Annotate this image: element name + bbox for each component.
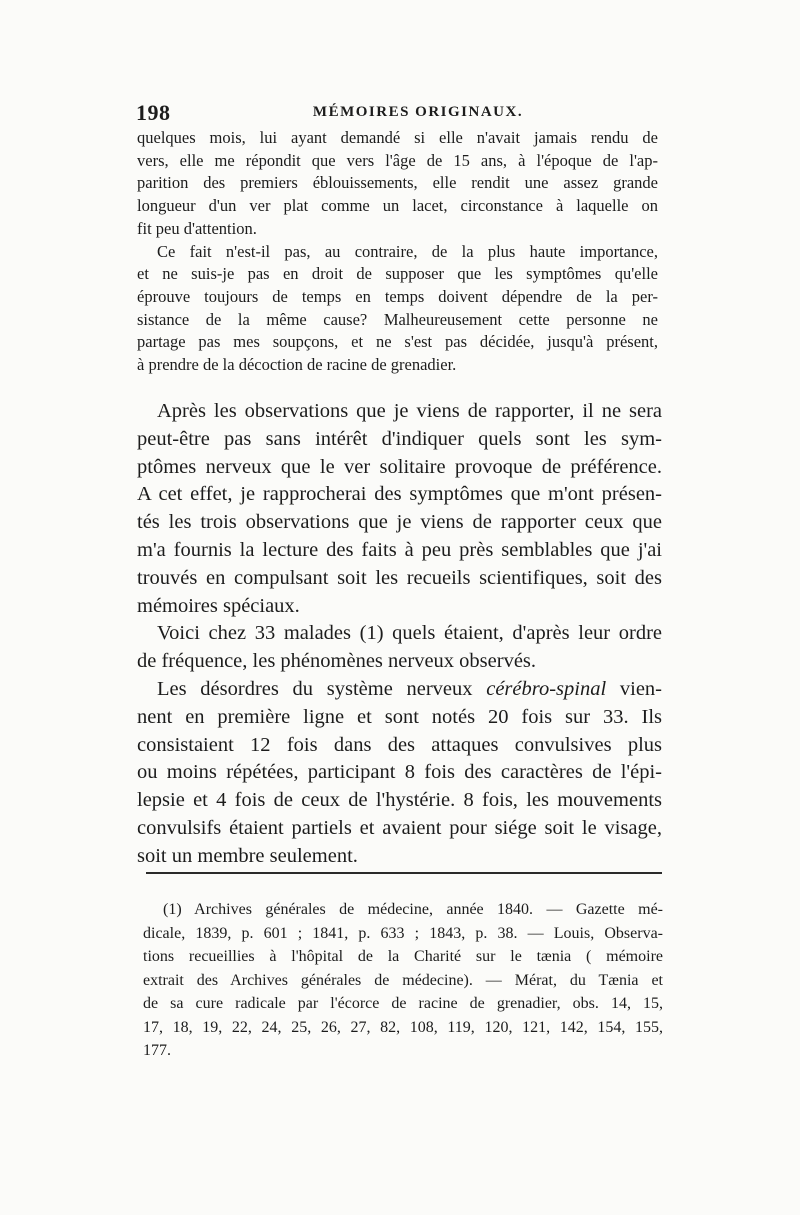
text-line: parition des premiers éblouissements, elle rendit une assez grande [137, 173, 658, 193]
text-line: m'a fournis la lecture des faits à peu près semblables que j'ai [137, 538, 662, 561]
page-header [136, 100, 660, 128]
text-line: Après les observations que je viens de rapporter, il ne sera [157, 400, 662, 422]
footnote [143, 898, 663, 1063]
footnote-line: 177. [143, 1042, 171, 1059]
text-line: à prendre de la décoction de racine de grenadier. [137, 355, 457, 375]
running-head: MÉMOIRES ORIGINAUX. [312, 104, 524, 120]
text-line: et ne suis-je pas en droit de supposer que les symptômes qu'elle [137, 264, 658, 284]
text-line: ou moins répétées, participant 8 fois des caractères de l'épi- [137, 761, 662, 784]
text-line: convulsifs étaient partiels et avaient pour siége soit le visage, [137, 816, 662, 839]
footnote-rule [146, 872, 662, 874]
text-line: partage pas mes soupçons, et ne s'est pas décidée, jusqu'à présent, [137, 332, 658, 352]
text-line: nent en première ligne et sont notés 20 fois sur 33. Ils [137, 705, 662, 728]
text-line: fit peu d'attention. [137, 218, 257, 238]
text-line-with-italic [137, 676, 662, 704]
text-line: soit un membre seulement. [137, 844, 358, 867]
text-line: de fréquence, les phénomènes nerveux observés. [137, 650, 537, 673]
text-line: mémoires spéciaux. [137, 594, 300, 617]
text-line: ptômes nerveux que le ver solitaire provoque de préférence. [137, 455, 662, 478]
text-line: Ce fait n'est-il pas, au contraire, de la plus haute importance, [157, 241, 658, 261]
text-line: vers, elle me répondit que vers l'âge de 15 ans, à l'époque de l'ap- [137, 150, 658, 170]
footnote-line: de sa cure radicale par l'écorce de racine de grenadier, obs. 14, 15, [143, 995, 663, 1012]
text-line: lepsie et 4 fois de ceux de l'hystérie. 8 fois, les mouvements [137, 789, 662, 812]
text-fragment: vien- [619, 677, 662, 700]
text-line: sistance de la même cause? Malheureusement cette personne ne [137, 309, 658, 329]
text-line: quelques mois, lui ayant demandé si elle n'avait jamais rendu de [137, 128, 658, 147]
text-fragment: Les désordres du système nerveux [157, 677, 473, 700]
footnote-line: 17, 18, 19, 22, 24, 25, 26, 27, 82, 108, 119, 120, 121, 142, 154, 155, [143, 1018, 663, 1036]
text-line: Voici chez 33 malades (1) quels étaient, d'après leur ordre [157, 622, 662, 645]
large-text-section [137, 398, 662, 871]
text-line: A cet effet, je rapprocherai des symptômes que m'ont présen- [137, 483, 662, 506]
text-line: longueur d'un ver plat comme un lacet, circonstance à laquelle on [137, 196, 658, 216]
footnote-line: tions recueillies à l'hôpital de la Charité sur le tænia ( mémoire [143, 948, 663, 965]
footnote-line: (1) Archives générales de médecine, année 1840. — Gazette mé- [163, 901, 663, 918]
small-text-section [137, 127, 658, 377]
text-line: trouvés en compulsant soit les recueils scientifiques, soit des [137, 566, 662, 589]
text-line: peut-être pas sans intérêt d'indiquer quels sont les sym- [137, 427, 662, 450]
footnote-line: extrait des Archives générales de médecine). — Mérat, du Tænia et [143, 971, 663, 989]
italic-term: cérébro-spinal [486, 677, 607, 700]
text-line: tés les trois observations que je viens de rapporter ceux que [137, 511, 662, 534]
text-line: éprouve toujours de temps en temps doivent dépendre de la per- [137, 286, 658, 306]
text-line: consistaient 12 fois dans des attaques convulsives plus [137, 733, 662, 756]
footnote-line: dicale, 1839, p. 601 ; 1841, p. 633 ; 1843, p. 38. — Louis, Observa- [143, 924, 663, 942]
page-number: 198 [136, 100, 171, 125]
